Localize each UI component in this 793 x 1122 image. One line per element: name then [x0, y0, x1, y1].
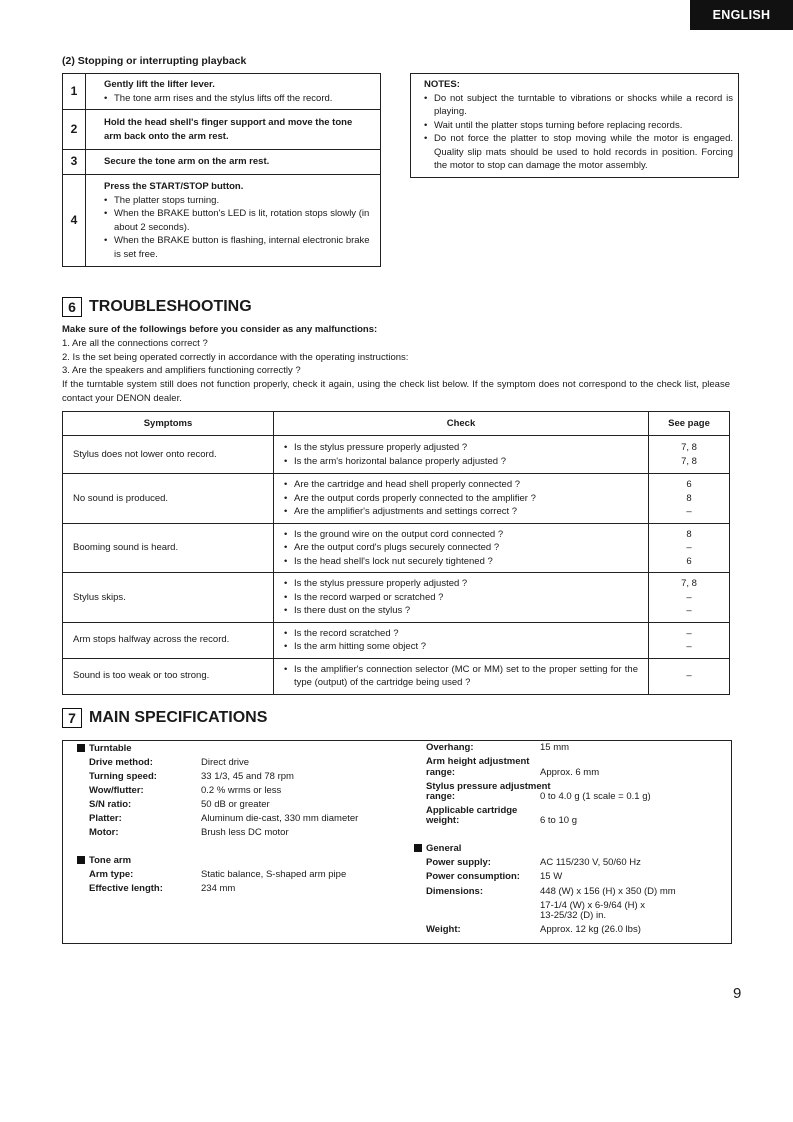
- step-row: [63, 175, 381, 267]
- check-cell: [274, 436, 649, 474]
- stopping-steps-table: [62, 73, 381, 267]
- step-row: [63, 110, 381, 150]
- spec-label: Motor:: [89, 827, 119, 838]
- square-bullet-icon: [77, 744, 85, 752]
- page-ref: –: [686, 627, 692, 639]
- section-number: 6: [62, 297, 82, 317]
- intro-line: 1. Are all the connections correct ?: [62, 337, 208, 349]
- page-ref: 7, 8: [681, 442, 697, 453]
- table-row: [63, 573, 730, 623]
- spec-label: Weight:: [426, 924, 461, 935]
- step-heading: Press the START/STOP button.: [104, 181, 244, 192]
- page-ref: –: [686, 591, 692, 603]
- spec-label: Drive method:: [89, 757, 153, 768]
- troubleshooting-table: [62, 411, 730, 695]
- symptom-cell: No sound is produced.: [63, 474, 274, 524]
- intro-line: 2. Is the set being operated correctly in accordance with the operating instructions:: [62, 351, 409, 363]
- spec-label: Overhang:: [426, 742, 474, 753]
- col-header-symptoms: Symptoms: [63, 412, 274, 436]
- step-heading: Gently lift the lifter lever.: [104, 79, 215, 90]
- step-bullet: • The platter stops turning.: [104, 194, 370, 208]
- page-cell: [649, 474, 730, 524]
- check-list: [284, 627, 638, 654]
- step-text: [86, 150, 381, 175]
- spec-value: 17-1/4 (W) x 6-9/64 (H) x: [540, 900, 646, 911]
- step-number: 4: [63, 175, 86, 267]
- col-header-check: Check: [274, 412, 649, 436]
- step-text: [86, 175, 381, 267]
- troubleshooting-intro: [62, 323, 730, 406]
- spec-value: Approx. 6 mm: [540, 767, 600, 778]
- step-text: [86, 110, 381, 150]
- check-item: • Is the arm's horizontal balance properly adjusted ?: [284, 455, 638, 469]
- check-item: • Is the record warped or scratched ?: [284, 591, 638, 605]
- step-bullet: • When the BRAKE button's LED is lit, rotation stops slowly (in about 2 seconds).: [104, 207, 370, 234]
- spec-label: Applicable cartridge: [426, 805, 518, 816]
- spec-value: 15 W: [540, 871, 563, 882]
- spec-value: 33 1/3, 45 and 78 rpm: [201, 771, 294, 782]
- page-cell: [649, 622, 730, 658]
- step-number: 2: [63, 110, 86, 150]
- check-item: • Is there dust on the stylus ?: [284, 604, 638, 618]
- symptom-cell: Arm stops halfway across the record.: [63, 622, 274, 658]
- check-item: • Is the stylus pressure properly adjusted ?: [284, 441, 638, 455]
- table-row: [63, 523, 730, 573]
- spec-value: Approx. 12 kg (26.0 lbs): [540, 924, 641, 935]
- intro-heading: Make sure of the followings before you consider as any malfunctions:: [62, 324, 378, 335]
- check-cell: [274, 474, 649, 524]
- step-number: 3: [63, 150, 86, 175]
- section-number: 7: [62, 708, 82, 728]
- spec-value: AC 115/230 V, 50/60 Hz: [540, 857, 641, 868]
- step-bullet: • The tone arm rises and the stylus lifts off the record.: [104, 92, 370, 106]
- check-list: [284, 478, 638, 519]
- symptom-cell: Stylus skips.: [63, 573, 274, 623]
- language-tab: ENGLISH: [690, 0, 793, 30]
- step-number: 1: [63, 74, 86, 110]
- spec-label: Power supply:: [426, 857, 491, 868]
- page-ref: 6: [686, 479, 692, 490]
- check-list: [284, 663, 638, 690]
- check-cell: [274, 658, 649, 694]
- page-cell: [649, 573, 730, 623]
- specifications-heading: [62, 708, 267, 728]
- spec-label: Stylus pressure adjustment: [426, 781, 551, 792]
- check-item: • Is the record scratched ?: [284, 627, 638, 641]
- page-cell: [649, 658, 730, 694]
- spec-value: 0.2 % wrms or less: [201, 785, 282, 796]
- spec-label: range:: [426, 767, 456, 778]
- page-ref: –: [686, 542, 692, 553]
- spec-label: Effective length:: [89, 883, 163, 894]
- check-cell: [274, 622, 649, 658]
- spec-value: 0 to 4.0 g (1 scale = 0.1 g): [540, 791, 651, 802]
- page-ref: –: [686, 605, 692, 616]
- page-cell: [649, 523, 730, 573]
- spec-value: 234 mm: [201, 883, 236, 894]
- notes-list: [424, 92, 733, 173]
- spec-value: Brush less DC motor: [201, 827, 289, 838]
- note-item: • Do not force the platter to stop moving while the motor is engaged. Quality slip mats should be used to hold records in position. Forcing the motor to stop can damage the motor assembly.: [424, 132, 733, 173]
- square-bullet-icon: [77, 856, 85, 864]
- spec-value: 15 mm: [540, 742, 570, 753]
- check-item: • Are the cartridge and head shell properly connected ?: [284, 478, 638, 492]
- page-ref: 6: [686, 555, 692, 567]
- tonearm-heading: Tone arm: [77, 854, 131, 868]
- spec-label: Dimensions:: [426, 886, 484, 897]
- square-bullet-icon: [414, 844, 422, 852]
- table-row: [63, 474, 730, 524]
- symptom-cell: Stylus does not lower onto record.: [63, 436, 274, 474]
- step-row: [63, 150, 381, 175]
- check-item: • Is the stylus pressure properly adjusted ?: [284, 577, 638, 591]
- table-row: [63, 622, 730, 658]
- note-item: • Do not subject the turntable to vibrations or shocks while a record is playing.: [424, 92, 733, 119]
- step-bullet: • When the BRAKE button is flashing, internal electronic brake is set free.: [104, 234, 370, 261]
- page-ref: 8: [686, 492, 692, 504]
- step-heading: Secure the tone arm on the arm rest.: [104, 156, 270, 168]
- page-ref: 8: [686, 528, 692, 540]
- intro-note: If the turntable system still does not function properly, check it again, using the check list below. If the symptom does not correspond to the check list, please contact your DENON dealer.: [62, 379, 730, 404]
- page-cell: [649, 436, 730, 474]
- turntable-heading: Turntable: [77, 742, 132, 756]
- spec-label: weight:: [426, 815, 460, 826]
- col-header-see-page: See page: [649, 412, 730, 436]
- spec-label: S/N ratio:: [89, 799, 132, 810]
- table-row: [63, 658, 730, 694]
- note-item: • Wait until the platter stops turning before replacing records.: [424, 119, 733, 133]
- page-number: 9: [733, 985, 742, 1002]
- specifications-box: [62, 740, 732, 944]
- spec-label: Power consumption:: [426, 871, 520, 882]
- spec-label: Arm type:: [89, 869, 134, 880]
- step-bullets: [104, 92, 370, 106]
- spec-value: 6 to 10 g: [540, 815, 577, 826]
- check-item: • Are the output cords properly connected to the amplifier ?: [284, 492, 638, 506]
- troubleshooting-heading: [62, 297, 252, 317]
- check-list: [284, 528, 638, 569]
- spec-value: 50 dB or greater: [201, 799, 270, 810]
- notes-box: [410, 73, 739, 178]
- spec-value: Aluminum die-cast, 330 mm diameter: [201, 813, 359, 824]
- step-text: [86, 74, 381, 110]
- check-item: • Is the amplifier's connection selector (MC or MM) set to the proper setting for the type (output) of the cartridge being used ?: [284, 663, 638, 690]
- notes-title: NOTES:: [424, 79, 460, 90]
- spec-label: Arm height adjustment: [426, 756, 530, 767]
- check-item: • Are the output cord's plugs securely connected ?: [284, 541, 638, 555]
- page-ref: –: [686, 670, 692, 682]
- page-ref: –: [686, 506, 692, 517]
- page-ref: –: [686, 641, 692, 652]
- check-item: • Are the amplifier's adjustments and settings correct ?: [284, 505, 638, 519]
- check-item: • Is the arm hitting some object ?: [284, 640, 638, 654]
- check-item: • Is the head shell's lock nut securely tightened ?: [284, 555, 638, 569]
- spec-value: 13-25/32 (D) in.: [540, 910, 607, 921]
- spec-label: range:: [426, 791, 456, 802]
- stopping-title: (2) Stopping or interrupting playback: [62, 55, 247, 67]
- check-cell: [274, 573, 649, 623]
- spec-value: 448 (W) x 156 (H) x 350 (D) mm: [540, 886, 676, 897]
- symptom-cell: Sound is too weak or too strong.: [63, 658, 274, 694]
- table-row: [63, 436, 730, 474]
- spec-value: Static balance, S-shaped arm pipe: [201, 869, 347, 880]
- spec-label: Wow/flutter:: [89, 785, 144, 796]
- intro-line: 3. Are the speakers and amplifiers functioning correctly ?: [62, 365, 301, 377]
- check-list: [284, 577, 638, 618]
- section-title: MAIN SPECIFICATIONS: [89, 709, 268, 726]
- spec-label: Turning speed:: [89, 771, 157, 782]
- check-item: • Is the ground wire on the output cord connected ?: [284, 528, 638, 542]
- section-title: TROUBLESHOOTING: [89, 298, 252, 315]
- check-list: [284, 441, 638, 468]
- check-cell: [274, 523, 649, 573]
- page-ref: 7, 8: [681, 455, 697, 467]
- step-heading: Hold the head shell's finger support and move the tone arm back onto the arm rest.: [104, 117, 353, 142]
- page-ref: 7, 8: [681, 578, 697, 589]
- spec-label: Platter:: [89, 813, 122, 824]
- step-bullets: [104, 194, 370, 262]
- symptom-cell: Booming sound is heard.: [63, 523, 274, 573]
- spec-value: Direct drive: [201, 757, 250, 768]
- general-heading: General: [414, 842, 461, 856]
- step-row: [63, 74, 381, 110]
